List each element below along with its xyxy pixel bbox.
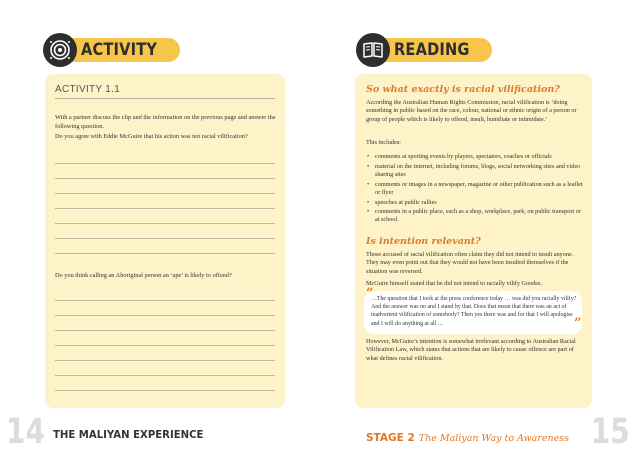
list-item-text: comments in a public place, such as a shop, workplace, park, on public transport or at school. bbox=[375, 208, 581, 224]
bullet-dot: • bbox=[367, 198, 370, 206]
footer-stage-title bbox=[366, 428, 569, 446]
answer-line[interactable] bbox=[55, 390, 275, 391]
reading-badge-pill bbox=[378, 38, 492, 62]
reading-badge bbox=[356, 33, 492, 67]
list-item-text: material on the internet, including forums, blogs, social networking sites and video sharing sites bbox=[375, 162, 581, 178]
answer-line[interactable] bbox=[55, 330, 275, 331]
footer-stage-subtitle: The Maliyan Way to Awareness bbox=[418, 433, 569, 444]
list-item-text: speeches at public rallies bbox=[375, 198, 437, 206]
bullet-dot: • bbox=[367, 162, 370, 170]
reading-badge-label: READING bbox=[394, 40, 470, 60]
answer-line[interactable] bbox=[55, 253, 275, 254]
page-number-right: 15 bbox=[591, 412, 630, 451]
close-quote-icon: ” bbox=[574, 316, 582, 331]
list-item bbox=[366, 208, 584, 224]
answer-line[interactable] bbox=[55, 223, 275, 224]
list-item bbox=[366, 199, 584, 207]
answer-line[interactable] bbox=[55, 163, 275, 164]
activity-badge bbox=[43, 33, 180, 67]
answer-line[interactable] bbox=[55, 208, 275, 209]
book-icon bbox=[356, 33, 390, 67]
heading-racial-vilification: So what exactly is racial vilification? bbox=[366, 84, 560, 95]
list-item bbox=[366, 163, 584, 179]
mcguire-quote: …The question that I took at the press conference today … was did you racially vilify? And the answer was no and I stand by that. Does that mean that there was an act of inadvertent vilification of somebody? Then yes there was and for that I will apologise and I will do anything at all … bbox=[371, 296, 577, 327]
reading-paragraph-mcguire: McGuire himself stated that he did not intend to racially vilify Goodes. bbox=[366, 280, 542, 287]
open-quote-icon: “ bbox=[366, 286, 374, 301]
list-item-text: comments at sporting events by players, spectators, coaches or officials bbox=[375, 153, 552, 160]
footer-book-title: THE MALIYAN EXPERIENCE bbox=[53, 428, 204, 441]
reading-paragraph-intention: Those accused of racial vilification often claim they did not intend to insult anyone. They may even point out that they would not have been insulted themselves if the situation was reversed. bbox=[366, 251, 574, 275]
reading-paragraph-definition: According the Australian Human Rights Commission, racial vilification is ‘doing something in public based on the race, colour, national or ethnic origin of a person or group of people which is likely to offend, insult, humiliate or intimidate.’ bbox=[366, 99, 577, 123]
activity-question-1: Do you agree with Eddie McGuire that his action was not racial vilification? bbox=[55, 133, 248, 140]
activity-question-2: Do you think calling an Aboriginal person an ‘ape’ is likely to offend? bbox=[55, 272, 232, 279]
answer-line[interactable] bbox=[55, 178, 275, 179]
answer-line[interactable] bbox=[55, 315, 275, 316]
bullet-dot: • bbox=[367, 180, 370, 188]
target-icon bbox=[43, 33, 77, 67]
footer-stage-label: STAGE 2 bbox=[366, 432, 415, 444]
activity-badge-pill bbox=[65, 38, 180, 62]
page-number-left: 14 bbox=[6, 412, 45, 451]
activity-badge-label: ACTIVITY bbox=[81, 40, 158, 60]
activity-title: ACTIVITY 1.1 bbox=[55, 84, 121, 95]
list-item-text: comments or images in a newspaper, magazine or other publication such as a leaflet or flyer bbox=[375, 180, 583, 196]
bullet-dot: • bbox=[367, 208, 370, 216]
bullet-dot: • bbox=[367, 153, 370, 160]
list-item bbox=[366, 181, 584, 197]
answer-line[interactable] bbox=[55, 360, 275, 361]
vilification-examples-list bbox=[366, 153, 584, 226]
list-item bbox=[366, 153, 584, 161]
heading-intention-relevant: Is intention relevant? bbox=[366, 236, 481, 247]
answer-line[interactable] bbox=[55, 375, 275, 376]
answer-line[interactable] bbox=[55, 345, 275, 346]
answer-line[interactable] bbox=[55, 238, 275, 239]
activity-instruction: With a partner discuss the clip and the information on the previous page and answer the following question. bbox=[55, 114, 276, 130]
reading-includes-label: This includes: bbox=[366, 139, 401, 146]
answer-line[interactable] bbox=[55, 300, 275, 301]
activity-title-rule bbox=[55, 98, 275, 99]
answer-line[interactable] bbox=[55, 193, 275, 194]
reading-paragraph-law: However, McGuire’s intention is somewhat irrelevant according to Australian Racial Vilification Law, which states that actions that are likely to cause offence are part of what defines racial vilification. bbox=[366, 338, 576, 362]
